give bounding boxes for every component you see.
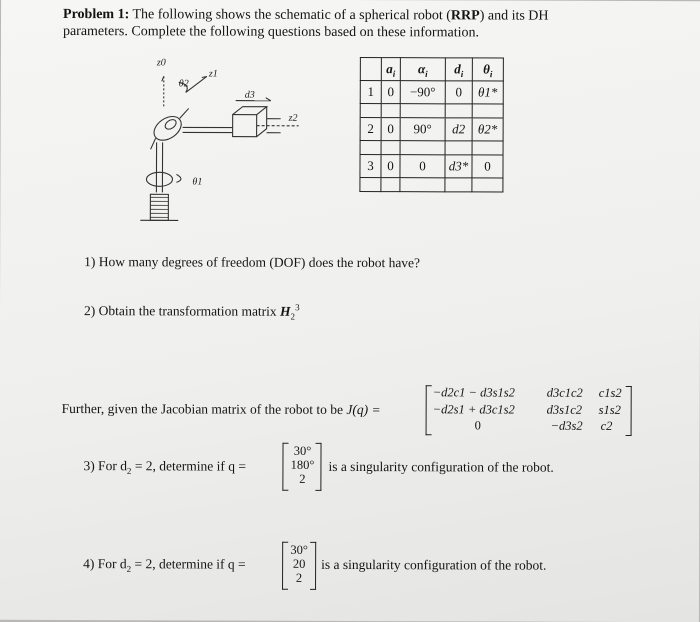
intro-line1-a: The following shows the schematic of a spherical robot ( [132, 7, 450, 23]
q3-suffix: is a singularity configuration of the robot. [328, 459, 553, 476]
jacobian-left-bracket [426, 385, 432, 435]
jacobian-cell: c1s2 [599, 386, 622, 401]
question-2 [84, 303, 300, 320]
jacobian-prefix: Further, given the Jacobian matrix of the robot to be [62, 401, 347, 417]
dh-cell: −90° [400, 81, 445, 104]
q4-vector-item: 2 [286, 571, 312, 585]
dh-cell: 1 [360, 81, 381, 104]
dh-cell: 0 [400, 155, 445, 178]
d3-label: d3 [245, 90, 255, 101]
jacobian-cell: d3s1c2 [547, 403, 582, 418]
q3-vector-item: 2 [286, 472, 318, 486]
dh-row-2 [360, 118, 503, 141]
q4-vector-item: 30° [286, 543, 312, 557]
z1-axis [186, 76, 207, 92]
jacobian-matrix [433, 385, 625, 436]
intro-line1-b: ) and its DH [480, 8, 549, 23]
problem-statement [63, 7, 549, 25]
dh-cell: 0 [472, 155, 503, 178]
q4-vector [286, 543, 312, 585]
problem-label: Problem 1: [63, 7, 129, 22]
theta1-arc [176, 174, 181, 182]
q3-vector-item: 180° [286, 458, 318, 472]
intro-line2: parameters. Complete the following questions based on these information. [63, 24, 479, 41]
jacobian-cell: −d2c1 − d3s1s2 [433, 385, 515, 400]
dh-header-alpha: $\alpha_i$ [400, 58, 445, 81]
question-4 [83, 556, 246, 573]
dh-cell: θ1* [472, 81, 503, 104]
z2-label: z2 [288, 113, 298, 124]
q4-prefix: 4) For d [83, 556, 127, 571]
jacobian-cell: c2 [601, 419, 613, 434]
jacobian-statement [62, 401, 381, 418]
dh-cell: d2 [445, 118, 472, 141]
q3-sub: 2 [127, 466, 132, 476]
jacobian-cell: s1s2 [599, 403, 621, 418]
q2-matrix-symbol: H [280, 304, 291, 319]
question-3 [83, 458, 246, 475]
robot-schematic [130, 54, 311, 230]
dh-header-a: $a_i$ [381, 58, 400, 81]
intro-rrp: RRP [451, 8, 480, 23]
dh-cell: 2 [360, 118, 381, 141]
q3-prefix: 3) For d [83, 458, 127, 473]
dh-cell: 0 [381, 118, 400, 141]
dh-cell: 0 [381, 155, 400, 178]
theta2-label: θ2 [179, 78, 189, 89]
question-2-text: 2) Obtain the transformation matrix [84, 303, 280, 319]
q2-matrix-sub: 2 [291, 311, 296, 321]
dh-cell: 3 [360, 155, 381, 178]
dh-parameter-table [359, 57, 503, 193]
dh-header-index [360, 58, 381, 81]
dh-cell: 0 [381, 81, 400, 104]
joint1-body [146, 172, 172, 186]
dh-cell: d3* [445, 155, 472, 178]
z0-label: z0 [156, 57, 166, 68]
jacobian-cell: −d3s2 [551, 419, 583, 434]
z1-label: z1 [208, 69, 218, 80]
q3-vector [286, 444, 318, 486]
dh-header-theta: $\theta_i$ [472, 58, 503, 81]
jacobian-symbol: J(q) = [346, 402, 380, 417]
q4-sub: 2 [127, 564, 132, 574]
dh-cell: θ2* [472, 118, 503, 141]
dh-header-d: $d_i$ [445, 58, 472, 81]
jacobian-right-bracket [626, 386, 632, 436]
base [150, 194, 168, 220]
prismatic-joint [233, 115, 257, 137]
dh-cell: 90° [400, 118, 445, 141]
dh-cell: 0 [445, 81, 472, 104]
q4-suffix: is a singularity configuration of the robot. [321, 557, 546, 574]
q4-mid: = 2, determine if q = [131, 556, 246, 571]
q3-vector-item: 30° [286, 444, 318, 458]
dh-row-3 [360, 155, 503, 178]
jacobian-cell: −d2s1 + d3c1s2 [433, 402, 515, 417]
jacobian-cell: d3c1c2 [547, 386, 583, 401]
q2-matrix-sup: 3 [295, 302, 300, 312]
dh-row-1 [360, 81, 503, 104]
dh-header-row [360, 58, 503, 81]
q4-vector-item: 20 [286, 557, 312, 571]
theta1-label: θ1 [192, 176, 202, 187]
question-1: 1) How many degrees of freedom (DOF) does the robot have? [84, 254, 420, 271]
q3-mid: = 2, determine if q = [131, 458, 246, 473]
jacobian-cell: 0 [475, 418, 481, 433]
